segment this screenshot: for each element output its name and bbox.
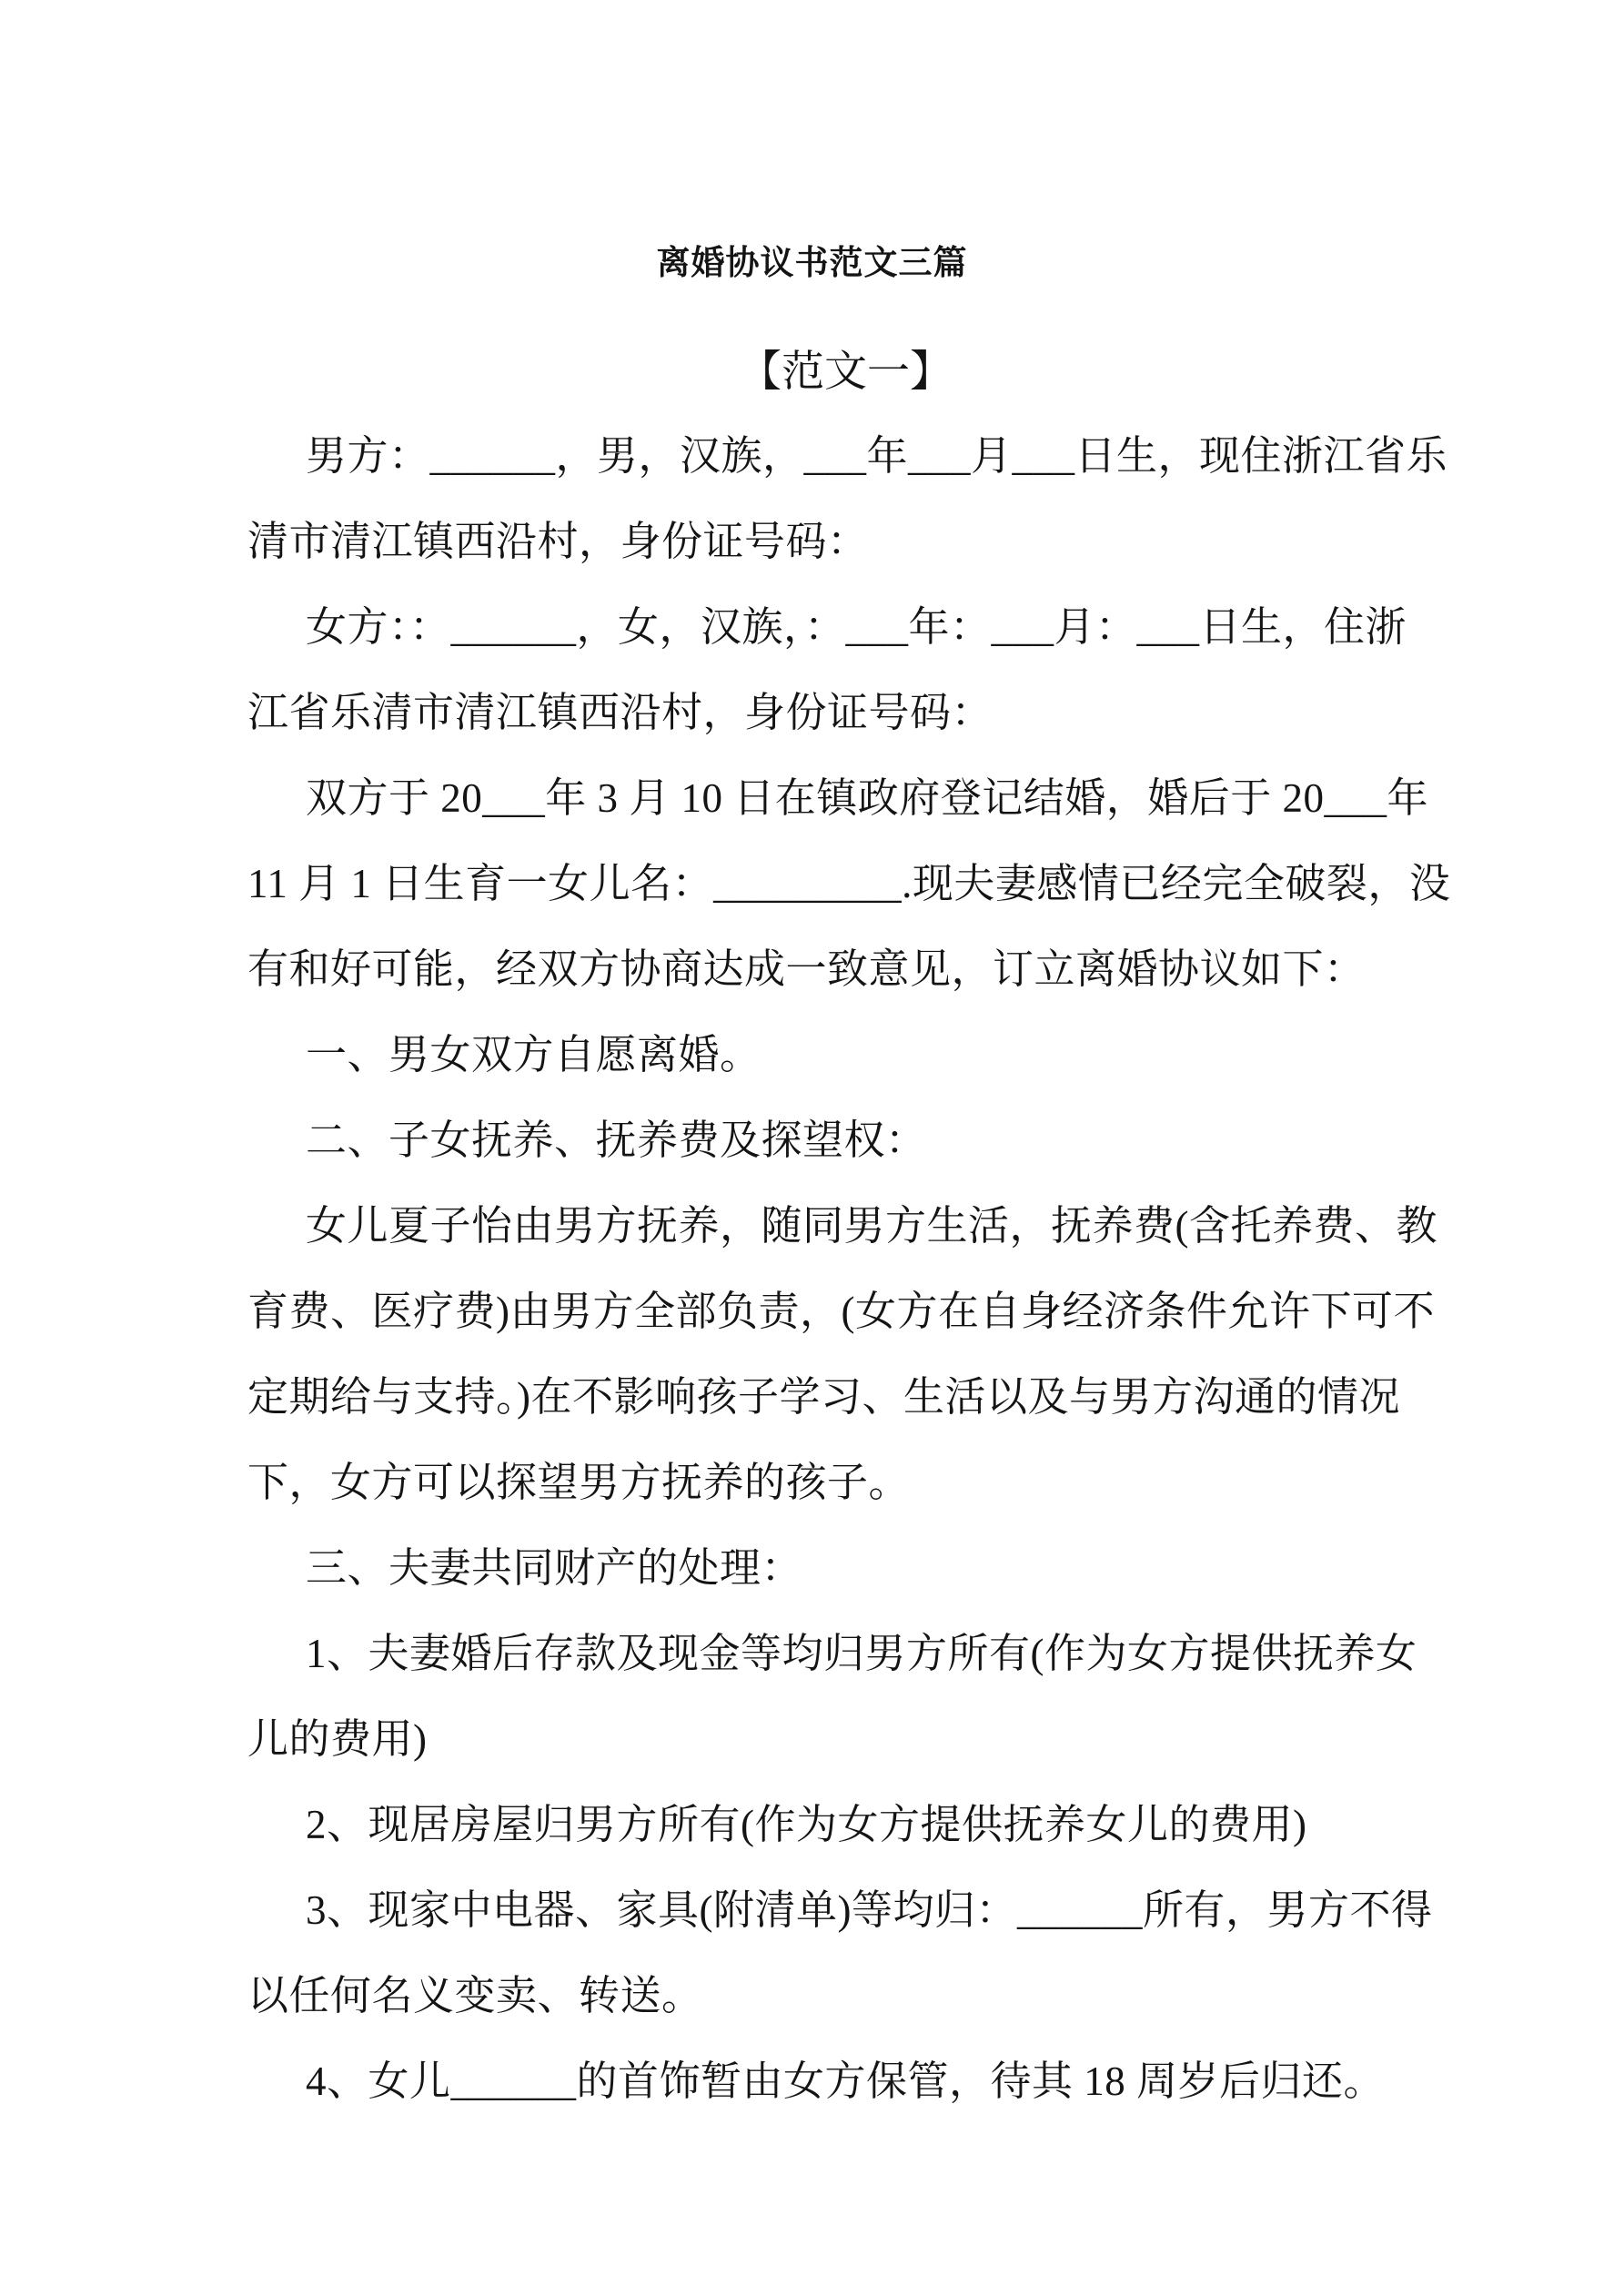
document-line: 2、现居房屋归男方所有(作为女方提供抚养女儿的费用) [306, 1802, 1307, 1847]
document-line: 双方于 20___年 3 月 10 日在镇政府登记结婚，婚后于 20___年 [306, 775, 1429, 821]
section-heading: 【范文一】 [739, 349, 953, 396]
document-line: 以任何名义变卖、转送。 [247, 1973, 703, 2018]
document-line: 儿的费用) [247, 1716, 428, 1762]
document-line: 一、男女双方自愿离婚。 [306, 1032, 762, 1077]
document-line: 定期给与支持。)在不影响孩子学习、生活以及与男方沟通的情况 [247, 1374, 1400, 1420]
document-line: 有和好可能，经双方协商达成一致意见，订立离婚协议如下： [247, 946, 1366, 992]
document-line: 女方：：______，女，汉族，：___年：___月：___日生，住浙 [306, 604, 1407, 650]
document-line: 3、现家中电器、家具(附清单)等均归：______所有，男方不得 [306, 1887, 1433, 1933]
document-line: 清市清江镇西沿村，身份证号码： [247, 519, 869, 564]
document-line: 4、女儿______的首饰暂由女方保管，待其 18 周岁后归还。 [306, 2058, 1386, 2104]
document-line: 三、夫妻共同财产的处理： [306, 1545, 803, 1591]
document-line: 男方：______，男，汉族，___年___月___日生，现住浙江省乐 [306, 433, 1448, 479]
document-line: 下，女方可以探望男方抚养的孩子。 [247, 1460, 911, 1505]
document-line: 二、子女抚养、抚养费及探望权： [306, 1118, 927, 1163]
document-title: 离婚协议书范文三篇 [656, 245, 968, 282]
document-line: 女儿夏子怡由男方抚养，随同男方生活，抚养费(含托养费、教 [306, 1203, 1437, 1249]
document-line: 11 月 1 日生育一女儿名：_________.现夫妻感情已经完全破裂，没 [247, 861, 1451, 906]
document-line: 育费、医疗费)由男方全部负责，(女方在自身经济条件允许下可不 [247, 1289, 1435, 1334]
document-line: 江省乐清市清江镇西沿村，身份证号码： [247, 690, 994, 735]
document-body [247, 413, 1451, 2124]
document-line: 1、夫妻婚后存款及现金等均归男方所有(作为女方提供抚养女 [306, 1631, 1417, 1676]
